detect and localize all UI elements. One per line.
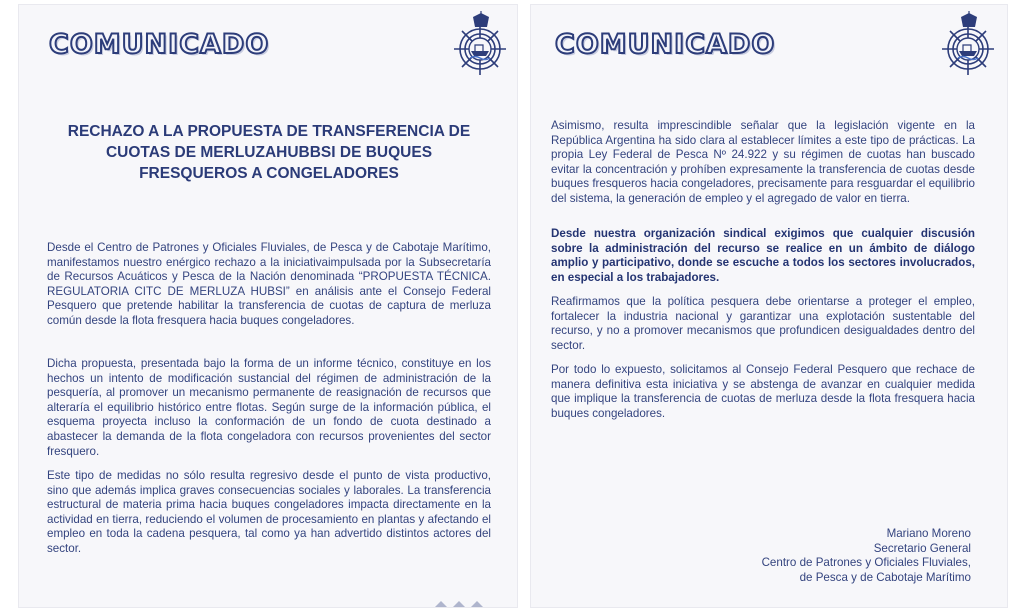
body-paragraph: Desde el Centro de Patrones y Oficiales Fluviales, de Pesca y de Cabotaje Marítimo, manifestamos nuestro enérgico rechazo a la iniciativaimpulsada por la Subsecretaría de Recursos Acuáticos y Pesca de la Nación denominada “PROPUESTA TÉCNICA. REGULATORIA CITC DE MERLUZA HUBSI” en análisis ante el Consejo Federal Pesquero que pretende habilitar la transferencia de cuotas de captura de merluza común desde la flota fresquera hacia buques congeladores. — [47, 241, 491, 327]
title-line: CUOTAS DE MERLUZAHUBBSI DE BUQUES — [105, 144, 433, 161]
title-line: FRESQUEROS A CONGELADORES — [139, 165, 399, 182]
body-paragraph: Asimismo, resulta imprescindible señalar que la legislación vigente en la República Argentina ha sido clara al establecer límites a este tipo de prácticas. La propia Ley Federal de Pesca Nº 24.922 y su régimen de cuotas han buscado evitar la concentración y prohíben expresamente la transferencia de cuotas desde buques fresqueros hacia congeladores, precisamente para resguardar el equilibrio del sistema, la generación de empleo y el agregado de valor en tierra. — [551, 119, 975, 205]
page-footer-ornament — [431, 599, 491, 607]
communique-page-1 — [18, 4, 518, 608]
bold-demand-paragraph: Desde nuestra organización sindical exigimos que cualquier discusión sobre la administración del recurso se realice en un ámbito de diálogo amplio y participativo, donde se escuche a todos los sectores involucrados, en especial a los trabajadores. — [551, 227, 975, 284]
body-paragraph: Reafirmamos que la política pesquera debe orientarse a proteger el empleo, fortalecer la industria nacional y garantizar una explotación sustentable del recurso, y no a promover mecanismos que profundicen desigualdades dentro del sector. — [551, 295, 975, 352]
ship-wheel-emblem-icon — [939, 11, 997, 77]
signatory-role: Secretario General — [873, 541, 971, 555]
document-title — [49, 121, 489, 184]
organization-line: Centro de Patrones y Oficiales Fluviales, — [761, 556, 971, 570]
ship-wheel-emblem-icon — [451, 11, 509, 77]
communique-heading: COMUNICADO — [49, 29, 270, 60]
organization-line: de Pesca y de Cabotaje Marítimo — [799, 570, 971, 584]
communique-page-2 — [530, 4, 1008, 608]
body-paragraph: Este tipo de medidas no sólo resulta regresivo desde el punto de vista productivo, sino que además implica graves consecuencias sociales y laborales. La transferencia estructural de materia prima hacia buques congeladores impacta directamente en la actividad en tierra, reduciendo el volumen de procesamiento en plantas y afectando el empleo en toda la cadena pesquera, tal como ya han advertido distintos actores del sector. — [47, 469, 491, 555]
signature-block — [762, 527, 971, 585]
communique-heading: COMUNICADO — [555, 29, 776, 60]
body-paragraph: Por todo lo expuesto, solicitamos al Consejo Federal Pesquero que rechace de manera definitiva esta iniciativa y se abstenga de avanzar en cualquier medida que implique la transferencia de cuotas de merluza desde la flota fresquera hacia buques congeladores. — [551, 363, 975, 420]
signatory-name: Mariano Moreno — [886, 527, 971, 540]
title-line: RECHAZO A LA PROPUESTA DE TRANSFERENCIA DE — [67, 123, 471, 140]
body-paragraph: Dicha propuesta, presentada bajo la forma de un informe técnico, constituye en los hechos un intento de modificación sustancial del régimen de administración de la pesquería, al promover un mecanismo permanente de reasignación de recursos que alteraría el equilibrio histórico entre flotas. Según surge de la información pública, el esquema proyecta incluso la conformación de un fondo de cuota destinado a abastecer la demanda de la flota congeladora con recursos provenientes del sector fresquero. — [47, 357, 491, 458]
